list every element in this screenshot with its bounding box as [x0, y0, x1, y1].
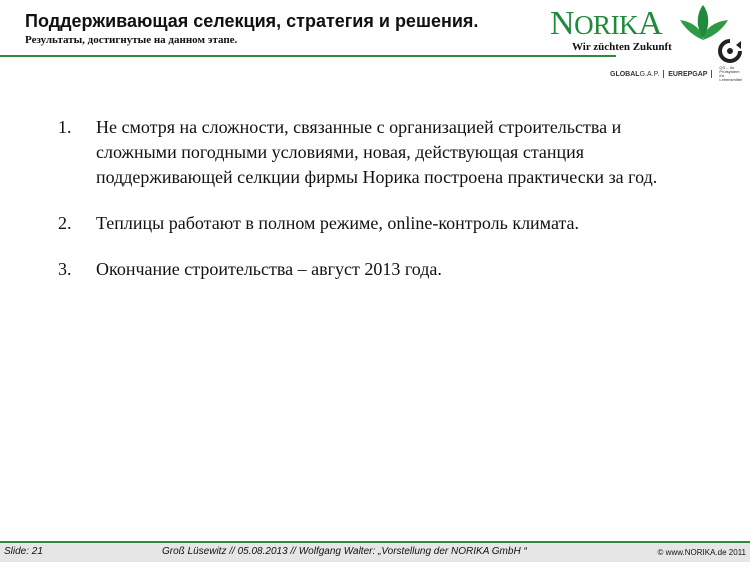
cert-separator [663, 70, 664, 78]
qs-note: QS – Ihr Prüfsystem für Lebensmittel [719, 65, 743, 82]
logo-letter-a: A [638, 5, 663, 42]
logo-wordmark [550, 7, 662, 41]
list-item-number: 3. [58, 259, 72, 279]
list-item-text: Не смотря на сложности, связанные с организацией строительства и сложными погодными условиями, новая, действующая станция поддерживающей селкции фирмы Норика построена практически за год. [96, 117, 658, 187]
globalgap-rest: G.A.P. [639, 70, 660, 78]
eurepgap-label: EUREPGAP [668, 70, 708, 78]
slide-subtitle: Результаты, достигнутые на данном этапе. [25, 34, 238, 46]
list-item [58, 257, 698, 282]
list-item-number: 2. [58, 213, 72, 233]
list-item [58, 115, 698, 190]
footer-info: Groß Lüsewitz // 05.08.2013 // Wolfgang Walter: „Vorstellung der NORIKA GmbH “ [162, 546, 527, 557]
slide-number: Slide: 21 [4, 546, 43, 557]
slide-content [58, 115, 698, 303]
logo-letters-orik: ORIK [574, 10, 639, 40]
recycle-icon [718, 38, 742, 64]
leaf-icon [672, 4, 734, 42]
certification-strip [610, 65, 743, 82]
slide-title: Поддерживающая селекция, стратегия и решения. [25, 11, 479, 31]
header-divider [0, 55, 616, 57]
list-item [58, 211, 698, 236]
cert-separator [711, 70, 712, 78]
list-item-text: Теплицы работают в полном режиме, online-контроль климата. [96, 213, 580, 233]
logo-letter-n: N [550, 5, 575, 42]
list-item-text: Окончание строительства – август 2013 года. [96, 259, 442, 279]
globalgap-bold: GLOBAL [610, 70, 640, 78]
norika-logo [548, 4, 744, 66]
logo-slogan: Wir züchten Zukunft [572, 41, 672, 53]
copyright-notice: © www.NORIKA.de 2011 [657, 548, 746, 557]
list-item-number: 1. [58, 117, 72, 137]
